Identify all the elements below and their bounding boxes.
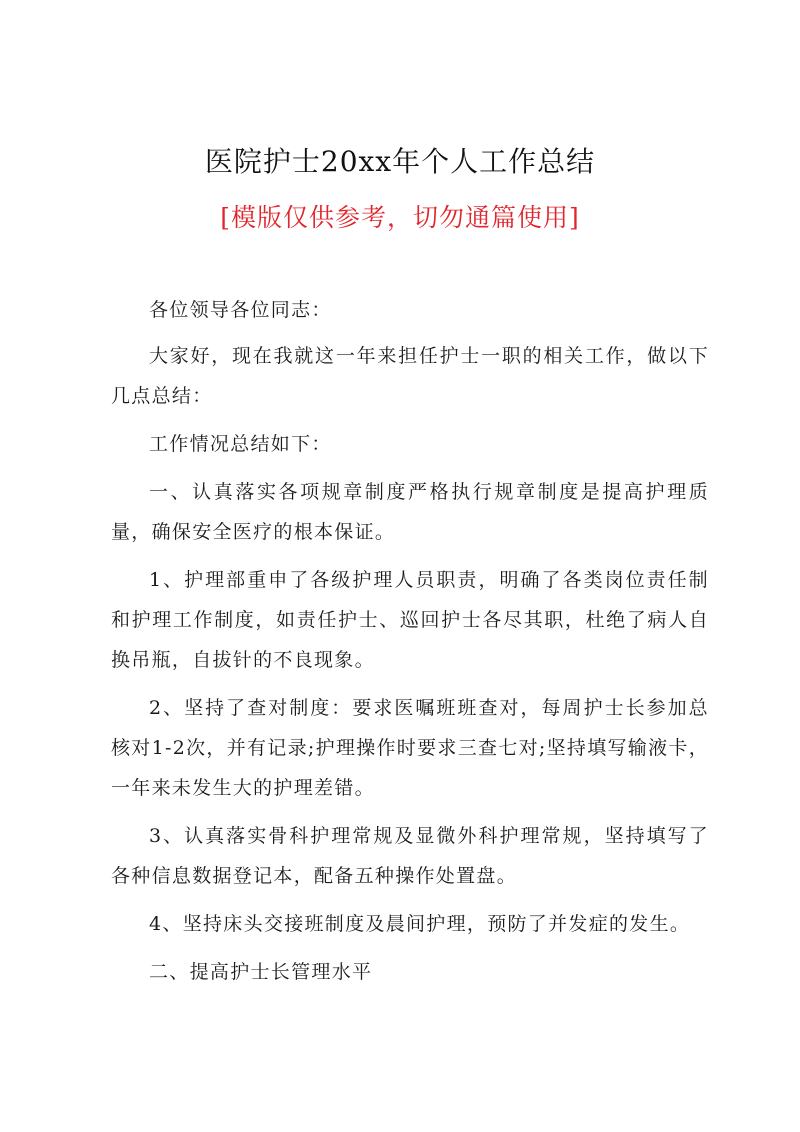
paragraph-summary-heading: 工作情况总结如下： — [149, 433, 332, 455]
template-notice: [模版仅供参考，切勿通篇使用] — [220, 203, 580, 232]
paragraph-section-1: 一、认真落实各项规章制度严格执行规章制度是提高护理质量，确保安全医疗的根本保证。 — [111, 481, 709, 543]
paragraph-greeting: 各位领导各位同志： — [149, 299, 332, 321]
paragraph-item-3: 3、认真落实骨科护理常规及显微外科护理常规，坚持填写了各种信息数据登记本，配备五种操作处置盘。 — [111, 825, 709, 887]
paragraph-section-2: 二、提高护士长管理水平 — [149, 961, 373, 983]
document-title: 医院护士20xx年个人工作总结 — [204, 145, 596, 178]
paragraph-item-4: 4、坚持床头交接班制度及晨间护理，预防了并发症的发生。 — [149, 913, 691, 935]
paragraph-item-1: 1、护理部重申了各级护理人员职责，明确了各类岗位责任制和护理工作制度，如责任护士、巡回护士各尽其职，杜绝了病人自换吊瓶，自拔针的不良现象。 — [111, 569, 709, 671]
paragraph-item-2: 2、坚持了查对制度：要求医嘱班班查对，每周护士长参加总核对1-2次，并有记录;护理操作时要求三查七对;坚持填写输液卡，一年来未发生大的护理差错。 — [111, 697, 710, 799]
document-body — [111, 290, 709, 1000]
paragraph-intro: 大家好，现在我就这一年来担任护士一职的相关工作，做以下几点总结： — [111, 345, 709, 407]
